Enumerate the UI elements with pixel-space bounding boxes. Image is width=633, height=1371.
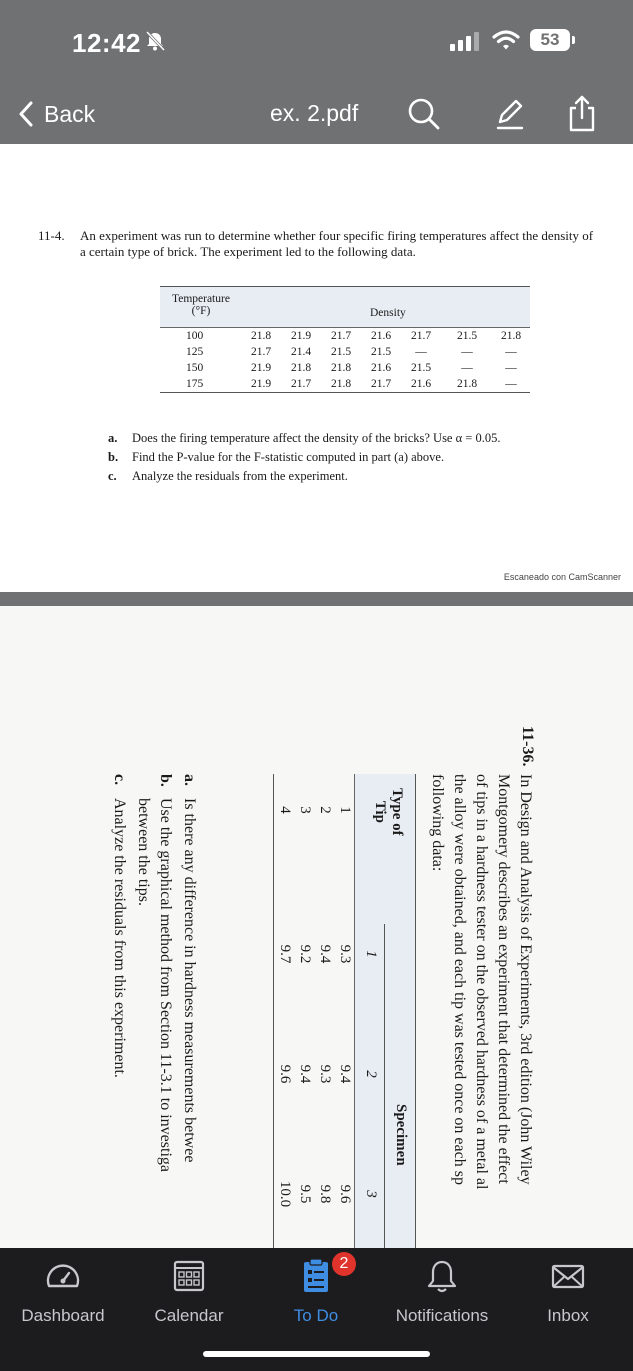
hardness-cell: 9.6 [277, 1064, 293, 1084]
density-cell: 21.7 [290, 378, 312, 390]
density-cell: 21.5 [330, 346, 352, 358]
density-cell: — [461, 346, 473, 358]
battery-nub [572, 36, 575, 44]
density-cell: 21.8 [500, 330, 522, 342]
status-bar [0, 0, 633, 88]
table-row [160, 328, 530, 344]
density-cell: 21.7 [410, 330, 432, 342]
scanner-watermark: Escaneado con CamScanner [503, 572, 621, 582]
specimen-col: 2 [363, 1070, 379, 1078]
temp-cell: 175 [186, 378, 204, 390]
search-icon[interactable] [404, 94, 444, 134]
density-cell: 21.4 [290, 346, 312, 358]
inbox-icon [548, 1256, 588, 1296]
tip-cell: 2 [317, 806, 333, 814]
hardness-cell: 10.0 [277, 1180, 293, 1208]
statement-line: the alloy were obtained, and each tip was tested once on each sp [451, 774, 468, 1185]
hardness-cell: 9.4 [317, 944, 333, 964]
dashboard-icon [43, 1256, 83, 1296]
bell-slash-icon [144, 30, 166, 52]
cellular-signal-icon [450, 31, 482, 51]
question-text: Analyze the residuals from this experiment. [111, 798, 128, 1078]
density-cell: — [505, 378, 517, 390]
question-letter: a. [181, 774, 198, 786]
hardness-cell: 9.3 [317, 1064, 333, 1084]
tab-label: Notifications [395, 1306, 489, 1325]
wifi-icon [492, 28, 520, 52]
table-row [274, 774, 294, 1248]
question-c [110, 774, 128, 1078]
table-row [314, 774, 334, 1248]
question-letter: b. [157, 774, 174, 787]
rotated-page-content [96, 726, 536, 1248]
back-button[interactable] [18, 94, 95, 134]
page-separator [0, 592, 633, 606]
header-tip-line2: Tip [372, 800, 388, 823]
hardness-table [273, 774, 416, 1248]
tab-calendar[interactable] [126, 1256, 252, 1328]
header-tip [371, 788, 405, 836]
question-letter: c. [108, 469, 117, 483]
pdf-viewer[interactable] [0, 144, 633, 1248]
back-label: Back [44, 100, 96, 127]
table-row [160, 376, 530, 392]
tab-notifications[interactable] [379, 1256, 505, 1328]
density-cell: 21.6 [370, 330, 392, 342]
tip-cell: 4 [277, 806, 293, 814]
statement-line: following data: [429, 774, 446, 872]
todo-count-badge: 2 [332, 1252, 356, 1276]
density-cell: — [461, 362, 473, 374]
tab-label: Dashboard [21, 1306, 105, 1325]
status-time: 12:42 [72, 28, 141, 58]
density-cell: 21.6 [410, 378, 432, 390]
table-row [294, 774, 314, 1248]
temp-cell: 150 [186, 362, 204, 374]
tab-label: Calendar [154, 1306, 224, 1325]
question-text: Analyze the residuals from the experiment. [132, 469, 348, 483]
annotate-pen-icon[interactable] [490, 94, 530, 134]
density-cell: 21.9 [250, 362, 272, 374]
header-specimen: Specimen [393, 1104, 409, 1166]
density-cell: 21.8 [456, 378, 478, 390]
hardness-cell: 9.5 [297, 1184, 313, 1204]
problem-statement: An experiment was run to determine whether four specific firing temperatures affect the density of a certain type of brick. The experiment led to the following data. [80, 228, 594, 259]
bell-icon [422, 1256, 462, 1296]
question-letter: b. [108, 450, 119, 464]
table-row [160, 344, 530, 360]
header-density: Density [370, 307, 406, 319]
table-header [160, 287, 530, 328]
problem-number: 11-4. [38, 228, 65, 243]
header-tip-line1: Type of [389, 788, 405, 836]
share-icon[interactable] [562, 94, 602, 134]
todo-icon [296, 1256, 336, 1296]
question-text: between the tips. [135, 798, 152, 906]
density-cell: 21.9 [250, 378, 272, 390]
specimen-col: 3 [363, 1190, 379, 1198]
pdf-page-2 [0, 606, 633, 1248]
question-b [156, 774, 174, 1172]
density-cell: 21.7 [330, 330, 352, 342]
density-cell: 21.8 [330, 378, 352, 390]
question-a [108, 431, 500, 446]
density-cell: 21.5 [370, 346, 392, 358]
header-temperature [172, 293, 230, 317]
question-text: Find the P-value for the F-statistic computed in part (a) above. [132, 450, 445, 464]
header-temperature-line1: Temperature [172, 293, 230, 305]
document-title: ex. 2.pdf [270, 100, 359, 126]
density-cell: 21.5 [456, 330, 478, 342]
question-b-continued [134, 774, 152, 906]
density-table [160, 286, 530, 393]
table-row [334, 774, 354, 1248]
density-cell: 21.7 [370, 378, 392, 390]
question-letter: a. [108, 431, 118, 445]
density-cell: 21.5 [410, 362, 432, 374]
statement-line: In Design and Analysis of Experiments, 3rd edition (John Wiley [517, 774, 534, 1185]
density-cell: 21.9 [290, 330, 312, 342]
question-b [108, 450, 444, 465]
hardness-cell: 9.8 [317, 1184, 333, 1204]
question-text: Use the graphical method from Section 11-3.1 to investiga [157, 798, 174, 1172]
hardness-cell: 9.4 [337, 1064, 353, 1084]
hardness-cell: 9.2 [297, 944, 313, 964]
question-text: Is there any difference in hardness measurements betwee [181, 798, 198, 1163]
density-cell: 21.8 [290, 362, 312, 374]
density-cell: — [505, 362, 517, 374]
tab-inbox[interactable] [505, 1256, 631, 1328]
table-header [354, 774, 415, 1248]
chevron-left-icon [18, 101, 34, 127]
tab-label: To Do [293, 1306, 339, 1325]
density-cell: 21.8 [250, 330, 272, 342]
statement-line: Montgomery describes an experiment that determined the effect [495, 774, 512, 1184]
statement-line: of tips in a hardness tester on the observed hardness of a metal al [473, 774, 490, 1190]
density-cell: 21.7 [250, 346, 272, 358]
tip-cell: 3 [297, 806, 313, 814]
question-c [108, 469, 348, 484]
temp-cell: 125 [186, 346, 204, 358]
specimen-col: 1 [363, 950, 379, 958]
density-cell: 21.6 [370, 362, 392, 374]
header-temperature-line2: (°F) [191, 305, 211, 317]
hardness-cell: 9.7 [277, 944, 293, 964]
home-indicator [203, 1351, 430, 1357]
problem-statement [426, 774, 536, 1248]
question-letter: c. [111, 774, 128, 786]
question-text: Does the firing temperature affect the density of the bricks? Use α = 0.05. [132, 431, 501, 445]
problem-number: 11-36. [519, 726, 536, 767]
tab-todo[interactable] [253, 1256, 379, 1328]
hardness-cell: 9.4 [297, 1064, 313, 1084]
tab-dashboard[interactable] [0, 1256, 126, 1328]
battery-indicator: 53 [530, 29, 570, 51]
specimen-rule [384, 924, 385, 1248]
calendar-icon [169, 1256, 209, 1296]
tip-cell: 1 [337, 806, 353, 814]
temp-cell: 100 [186, 330, 204, 342]
tab-label: Inbox [547, 1306, 589, 1325]
question-a [180, 774, 198, 1162]
navigation-bar [0, 88, 633, 144]
density-cell: 21.8 [330, 362, 352, 374]
table-row [160, 360, 530, 376]
hardness-cell: 9.3 [337, 944, 353, 964]
density-cell: — [415, 346, 427, 358]
density-cell: — [505, 346, 517, 358]
hardness-cell: 9.6 [337, 1184, 353, 1204]
pdf-page-1 [0, 144, 633, 592]
